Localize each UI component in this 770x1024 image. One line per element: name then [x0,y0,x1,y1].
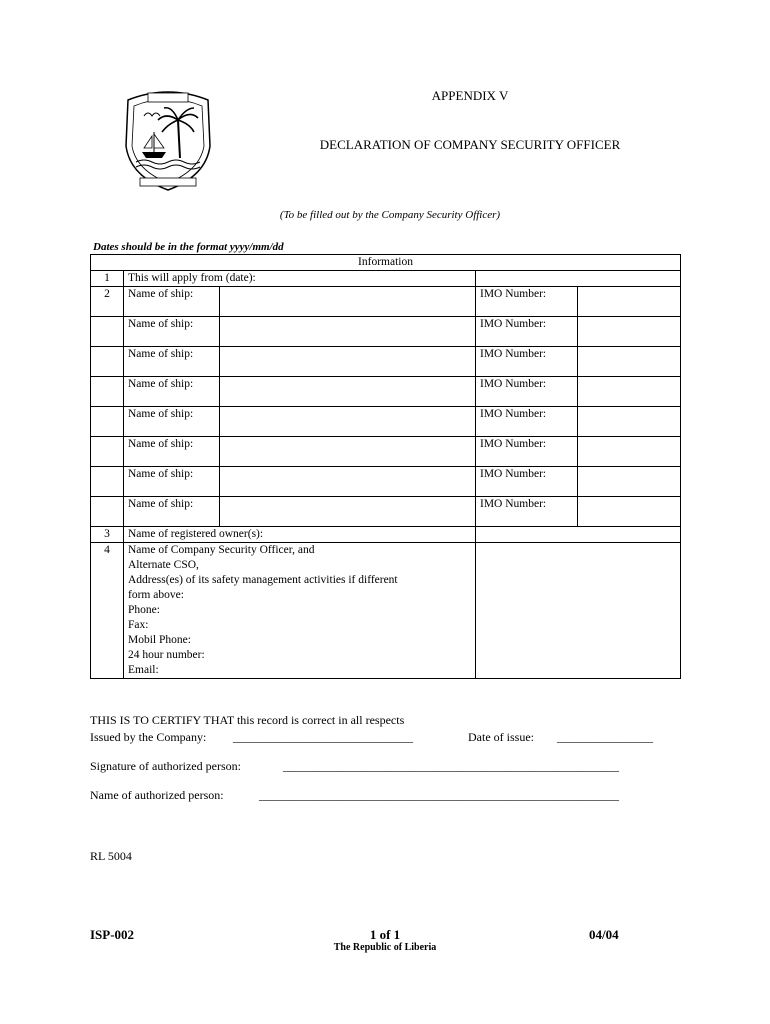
certification-statement: THIS IS TO CERTIFY THAT this record is correct in all respects [90,713,405,727]
ship-row [91,287,681,317]
cso-line: Address(es) of its safety management activities if different [128,574,398,586]
ship-name-field[interactable] [220,467,476,497]
ship-name-label: Name of ship: [124,317,220,347]
cso-line: 24 hour number: [128,649,205,661]
row-number: 3 [91,527,124,543]
footer-doc-id: ISP-002 [90,927,135,942]
ship-name-field[interactable] [220,377,476,407]
row-number: 2 [91,287,124,317]
ship-row [91,497,681,527]
imo-number-label: IMO Number: [476,437,578,467]
ship-row [91,437,681,467]
authorized-name-label: Name of authorized person: [90,788,224,802]
ship-name-label: Name of ship: [124,497,220,527]
apply-from-label: This will apply from (date): [124,271,476,287]
registered-owner-field[interactable] [476,527,681,543]
imo-number-label: IMO Number: [476,467,578,497]
imo-number-label: IMO Number: [476,377,578,407]
footer-page-number: 1 of 1 [369,927,401,942]
ship-row [91,377,681,407]
ship-name-label: Name of ship: [124,347,220,377]
table-row [91,543,681,679]
ship-name-field[interactable] [220,287,476,317]
cso-line: form above: [128,589,184,601]
information-table [90,254,681,679]
cso-line: Email: [128,664,159,676]
cso-line: Fax: [128,619,149,631]
table-header-row [91,255,681,271]
imo-number-field[interactable] [578,287,681,317]
imo-number-label: IMO Number: [476,317,578,347]
form-code: RL 5004 [90,849,132,863]
cso-line: Alternate CSO, [128,559,199,571]
table-header: Information [91,255,681,271]
imo-number-field[interactable] [578,317,681,347]
ship-name-label: Name of ship: [124,377,220,407]
imo-number-field[interactable] [578,407,681,437]
appendix-label: APPENDIX V [431,88,509,103]
cso-details-label [124,543,476,679]
imo-number-label: IMO Number: [476,407,578,437]
ship-row [91,407,681,437]
cso-line: Mobil Phone: [128,634,191,646]
footer-date: 04/04 [589,927,619,942]
ship-name-field[interactable] [220,437,476,467]
signature-label: Signature of authorized person: [90,759,241,773]
ship-name-label: Name of ship: [124,287,220,317]
signature-field[interactable]: ________________________________________________________ [283,759,619,773]
page-subtitle: (To be filled out by the Company Security Officer) [279,209,501,221]
ship-name-field[interactable] [220,317,476,347]
imo-number-field[interactable] [578,377,681,407]
date-of-issue-label: Date of issue: [468,730,534,744]
cso-line: Name of Company Security Officer, and [128,544,315,556]
row-number: 4 [91,543,124,679]
cso-details-field[interactable] [476,543,681,679]
ship-name-label: Name of ship: [124,407,220,437]
ship-name-label: Name of ship: [124,467,220,497]
issued-by-field[interactable]: ______________________________ [233,730,413,744]
ship-name-label: Name of ship: [124,437,220,467]
imo-number-field[interactable] [578,347,681,377]
imo-number-label: IMO Number: [476,347,578,377]
imo-number-field[interactable] [578,467,681,497]
table-row [91,271,681,287]
imo-number-field[interactable] [578,497,681,527]
imo-number-label: IMO Number: [476,497,578,527]
issued-by-label: Issued by the Company: [90,730,207,744]
ship-name-field[interactable] [220,497,476,527]
authorized-name-field[interactable]: ____________________________________________________________ [259,788,619,802]
date-of-issue-field[interactable]: ________________ [557,730,653,744]
cso-line: Phone: [128,604,160,616]
table-row [91,527,681,543]
imo-number-field[interactable] [578,437,681,467]
ship-name-field[interactable] [220,347,476,377]
page-title: DECLARATION OF COMPANY SECURITY OFFICER [319,137,621,152]
ship-row [91,467,681,497]
footer-republic: The Republic of Liberia [333,942,437,953]
apply-from-field[interactable] [476,271,681,287]
dates-format-note: Dates should be in the format yyyy/mm/dd [93,241,284,253]
row-number: 1 [91,271,124,287]
liberia-seal-logo [118,86,218,194]
ship-name-field[interactable] [220,407,476,437]
imo-number-label: IMO Number: [476,287,578,317]
registered-owner-label: Name of registered owner(s): [124,527,476,543]
ship-row [91,317,681,347]
ship-row [91,347,681,377]
